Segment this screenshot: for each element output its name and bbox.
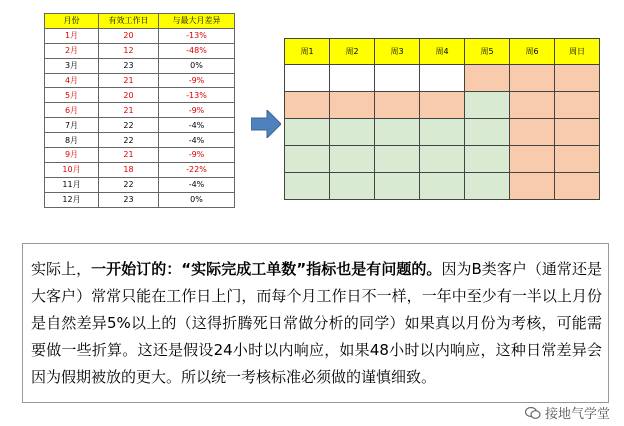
month-cell-diff: -13% [159,88,235,103]
week-cell [510,119,555,146]
week-cell [285,119,330,146]
month-cell-days: 22 [99,177,159,192]
week-header-cell: 周6 [510,39,555,65]
month-cell-month: 7月 [45,118,99,133]
week-cell [330,173,375,200]
header-workdays: 有效工作日 [99,14,159,29]
month-cell-diff: 0% [159,58,235,73]
month-table-header-row [45,14,235,29]
week-header-row [285,39,600,65]
week-cell [420,92,465,119]
week-cell [465,146,510,173]
month-cell-diff: -13% [159,28,235,43]
month-cell-diff: 0% [159,192,235,207]
week-cell [465,65,510,92]
week-cell [510,92,555,119]
month-cell-days: 22 [99,118,159,133]
month-cell-month: 1月 [45,28,99,43]
week-cell [375,92,420,119]
week-cell [330,92,375,119]
week-header-cell: 周2 [330,39,375,65]
week-header-cell: 周4 [420,39,465,65]
month-row [45,118,235,133]
week-cell [510,65,555,92]
month-row [45,43,235,58]
month-row [45,192,235,207]
month-cell-diff: -4% [159,133,235,148]
month-cell-month: 12月 [45,192,99,207]
watermark [525,403,610,422]
month-cell-month: 4月 [45,73,99,88]
month-row [45,103,235,118]
month-cell-days: 22 [99,133,159,148]
week-cell [285,65,330,92]
week-header-cell: 周1 [285,39,330,65]
month-row [45,88,235,103]
week-cell [285,173,330,200]
paragraph-intro: 实际上， [31,260,92,278]
month-row [45,133,235,148]
paragraph-bold-statement: 一开始订的：“实际完成工单数”指标也是有问题的。 [91,260,442,278]
week-cell [555,65,600,92]
week-cell [510,173,555,200]
month-cell-days: 12 [99,43,159,58]
week-cell [330,65,375,92]
week-cell [375,146,420,173]
week-row [285,119,600,146]
month-cell-days: 21 [99,148,159,163]
weekday-grid [284,38,600,200]
week-header-cell: 周3 [375,39,420,65]
week-cell [375,65,420,92]
month-cell-diff: -9% [159,73,235,88]
week-cell [555,173,600,200]
week-cell [420,173,465,200]
week-cell [420,119,465,146]
month-cell-month: 2月 [45,43,99,58]
week-row [285,92,600,119]
week-cell [555,146,600,173]
week-cell [375,173,420,200]
week-cell [330,146,375,173]
month-cell-month: 11月 [45,177,99,192]
week-cell [510,146,555,173]
header-diff: 与最大月差异 [159,14,235,29]
paragraph-body: 因为B类客户（通常还是大客户）常常只能在工作日上门，而每个月工作日不一样，一年中至少有一半以上月份是自然差异5%以上的（这得折腾死日常做分析的同学）如果真以月份为考核，可能需要做一些折算。这还是假设24小时以内响应，如果48小时以内响应，这种日常差异会因为假期被放的更大。所以统一考核标准必须做的谨慎细致。 [31,260,602,386]
week-cell [555,119,600,146]
week-cell [465,92,510,119]
month-row [45,58,235,73]
month-cell-diff: -48% [159,43,235,58]
week-cell [465,173,510,200]
month-cell-month: 5月 [45,88,99,103]
wechat-icon [525,406,541,420]
week-cell [420,146,465,173]
month-cell-month: 10月 [45,162,99,177]
month-cell-month: 8月 [45,133,99,148]
week-cell [555,92,600,119]
month-row [45,148,235,163]
week-header-cell: 周日 [555,39,600,65]
month-cell-diff: -22% [159,162,235,177]
month-cell-days: 21 [99,73,159,88]
month-cell-days: 20 [99,28,159,43]
month-cell-diff: -9% [159,103,235,118]
month-cell-month: 3月 [45,58,99,73]
month-row [45,177,235,192]
month-cell-diff: -4% [159,177,235,192]
week-cell [330,119,375,146]
month-cell-days: 21 [99,103,159,118]
week-cell [420,65,465,92]
month-row [45,73,235,88]
month-cell-diff: -4% [159,118,235,133]
right-arrow-icon [251,110,281,138]
week-cell [465,119,510,146]
week-header-cell: 周5 [465,39,510,65]
month-cell-days: 23 [99,192,159,207]
month-cell-month: 6月 [45,103,99,118]
week-cell [285,92,330,119]
month-cell-days: 23 [99,58,159,73]
week-cell [285,146,330,173]
explanation-paragraph [22,243,609,403]
month-row [45,28,235,43]
month-cell-diff: -9% [159,148,235,163]
week-cell [375,119,420,146]
month-cell-days: 18 [99,162,159,177]
header-month: 月份 [45,14,99,29]
week-row [285,173,600,200]
month-cell-month: 9月 [45,148,99,163]
watermark-text: 接地气学堂 [544,407,610,422]
month-row [45,162,235,177]
week-row [285,65,600,92]
monthly-workdays-table [44,13,235,208]
month-cell-days: 20 [99,88,159,103]
week-row [285,146,600,173]
